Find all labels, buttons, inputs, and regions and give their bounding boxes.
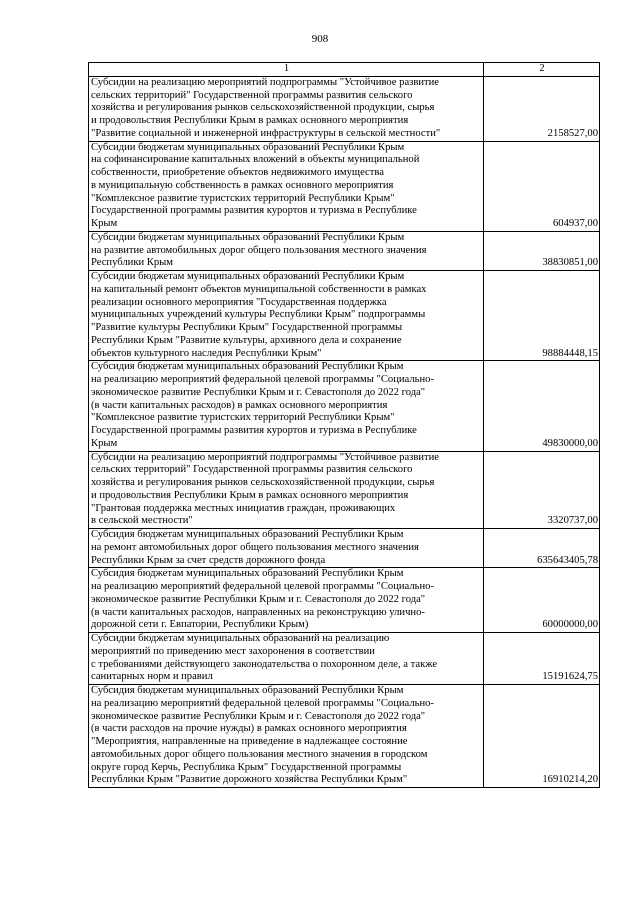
description-line: "Развитие культуры Республики Крым" Государственной программы [91,322,403,333]
table-row [89,76,600,141]
subsidy-amount: 98884448,15 [484,271,600,361]
description-line: экономическое развитие Республики Крым и г. Севастополя до 2022 года" [91,593,426,605]
description-line: Субсидии бюджетам муниципальных образований на реализацию [91,633,390,644]
description-line: Крым [91,437,118,449]
description-line: и продовольствия Республики Крым в рамках основного мероприятия [91,489,409,501]
description-line: на реализацию мероприятий федеральной целевой программы "Социально- [91,697,434,709]
subsidy-description [89,529,484,568]
table-row [89,361,600,451]
table-row [89,141,600,231]
description-line: мероприятий по приведению мест захоронения в соответствии [91,645,375,657]
description-line: (в части расходов на прочие нужды) в рамках основного мероприятия [91,723,407,735]
subsidy-description [89,633,484,685]
subsidy-description [89,568,484,633]
description-line: Субсидия бюджетам муниципальных образований Республики Крым [91,568,404,580]
table-row [89,271,600,361]
subsidy-description [89,685,484,788]
description-line: муниципальных учреждений культуры Республики Крым" подпрограммы [91,309,426,321]
description-line: (в части капитальных расходов, направленных на реконструкцию улично- [91,606,425,618]
subsidy-amount: 604937,00 [484,141,600,231]
table-row [89,451,600,529]
table-row [89,568,600,633]
description-line: Субсидии бюджетам муниципальных образований Республики Крым [91,141,405,153]
subsidy-amount: 15191624,75 [484,633,600,685]
description-line: санитарных норм и правил [91,671,213,683]
subsidy-description [89,76,484,141]
description-line: и продовольствия Республики Крым в рамках основного мероприятия [91,115,409,126]
table-row [89,633,600,685]
description-line: Республики Крым за счет средств дорожного фонда [91,554,326,566]
description-line: в сельской местности" [91,515,193,527]
description-line: Республики Крым "Развитие культуры, архивного дела и сохранение [91,334,402,346]
subsidy-amount: 2158527,00 [484,76,600,141]
subsidy-description [89,451,484,529]
description-line: Государственной программы развития курортов и туризма в Республике [91,425,417,436]
description-line: Субсидии бюджетам муниципальных образований Республики Крым [91,231,405,243]
description-line: с требованиями действующего законодательства о похоронном деле, а также [91,658,438,670]
description-line: Крым [91,218,118,229]
description-line: сельских территорий" Государственной программы развития сельского [91,464,413,476]
table-body [89,63,600,788]
subsidy-description [89,271,484,361]
description-line: собственности, приобретение объектов недвижимого имущества [91,167,384,178]
table-row [89,685,600,788]
description-line: округе город Керчь, Республика Крым" Государственной программы [91,761,402,773]
table-header-row [89,63,600,77]
description-line: сельских территорий" Государственной программы развития сельского [91,89,413,101]
description-line: Республики Крым "Развитие дорожного хозяйства Республики Крым" [91,774,408,786]
page-number: 908 [311,33,329,45]
table-row [89,231,600,270]
description-line: в муниципальную собственность в рамках основного мероприятия [91,179,394,191]
description-line: Субсидия бюджетам муниципальных образований Республики Крым [91,529,404,540]
description-line: на реализацию мероприятий федеральной целевой программы "Социально- [91,374,434,385]
description-line: экономическое развитие Республики Крым и г. Севастополя до 2022 года" [91,386,426,398]
subsidy-amount: 60000000,00 [484,568,600,633]
description-line: на ремонт автомобильных дорог общего пользования местного значения [91,541,419,553]
description-line: объектов культурного наследия Республики Крым" [91,347,322,359]
description-line: хозяйства и регулирования рынков сельскохозяйственной продукции, сырья [91,477,435,488]
subsidy-description [89,361,484,451]
description-line: Субсидия бюджетам муниципальных образований Республики Крым [91,361,404,373]
header-column-2: 2 [484,63,600,77]
description-line: Субсидии бюджетам муниципальных образований Республики Крым [91,271,405,282]
table-row [89,529,600,568]
description-line: Субсидии на реализацию мероприятий подпрограммы "Устойчивое развитие [91,451,440,463]
description-line: автомобильных дорог общего пользования местного значения в городском [91,748,428,760]
description-line: дорожной сети г. Евпатории, Республики Крым) [91,619,309,631]
subsidy-description [89,141,484,231]
description-line: (в части капитальных расходов) в рамках основного мероприятия [91,399,388,411]
description-line: на развитие автомобильных дорог общего пользования местного значения [91,244,427,256]
header-column-1: 1 [89,63,484,77]
description-line: на софинансирование капитальных вложений в объекты муниципальной [91,154,420,166]
description-line: хозяйства и регулирования рынков сельскохозяйственной продукции, сырья [91,102,435,114]
description-line: Субсидии на реализацию мероприятий подпрограммы "Устойчивое развитие [91,76,440,88]
subsidy-amount: 38830851,00 [484,231,600,270]
subsidy-description [89,231,484,270]
description-line: реализации основного мероприятия "Государственная поддержка [91,296,387,308]
subsidy-amount: 635643405,78 [484,529,600,568]
subsidy-amount: 49830000,00 [484,361,600,451]
description-line: Государственной программы развития курортов и туризма в Республике [91,205,417,217]
subsidy-table [88,62,600,788]
description-line: экономическое развитие Республики Крым и г. Севастополя до 2022 года" [91,710,426,722]
subsidy-amount: 3320737,00 [484,451,600,529]
description-line: Республики Крым [91,257,173,269]
description-line: "Грантовая поддержка местных инициатив граждан, проживающих [91,502,396,514]
description-line: Субсидия бюджетам муниципальных образований Республики Крым [91,685,404,696]
description-line: "Комплексное развитие туристских территорий Республики Крым" [91,192,395,204]
description-line: на реализацию мероприятий федеральной целевой программы "Социально- [91,581,434,592]
description-line: "Развитие социальной и инженерной инфраструктуры в сельской местности" [91,127,441,139]
description-line: "Мероприятия, направленные на приведение в надлежащее состояние [91,736,408,747]
description-line: на капитальный ремонт объектов муниципальной собственности в рамках [91,283,427,295]
subsidy-amount: 16910214,20 [484,685,600,788]
description-line: "Комплексное развитие туристских территорий Республики Крым" [91,412,395,424]
